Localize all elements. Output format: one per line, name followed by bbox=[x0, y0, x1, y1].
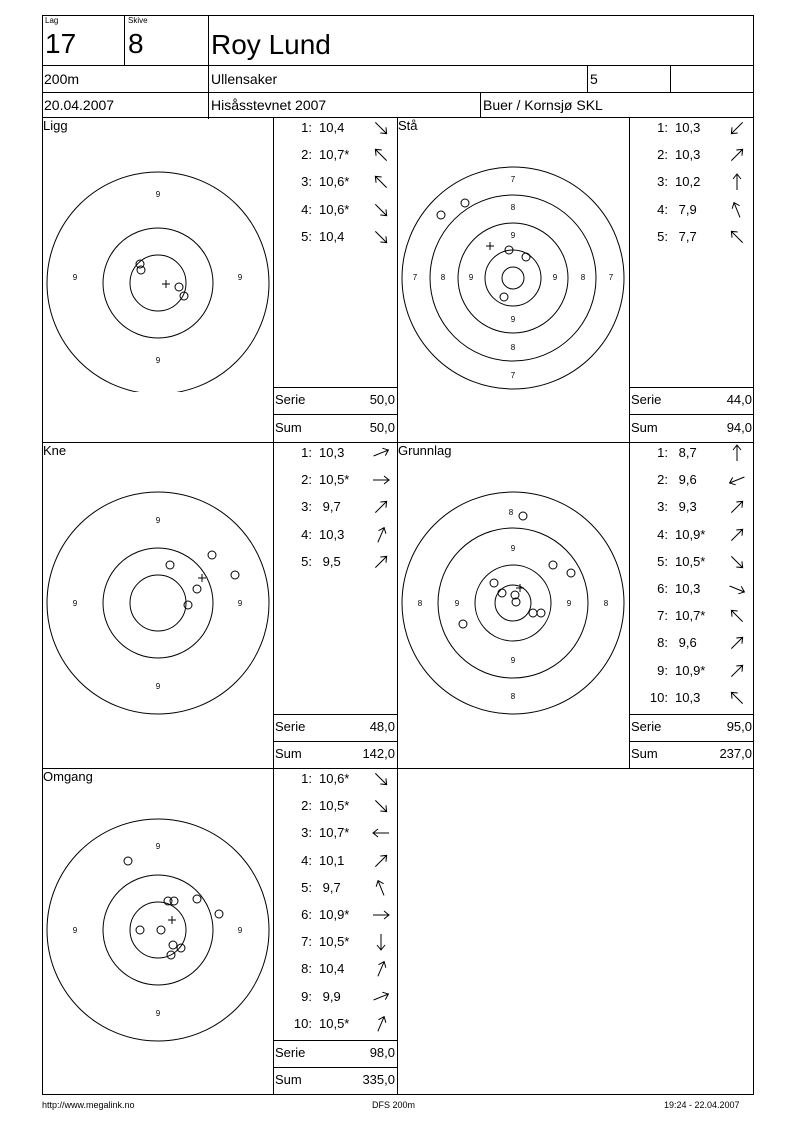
skive-value: 8 bbox=[128, 28, 144, 59]
ring-label: 8 bbox=[510, 343, 516, 352]
shot-number: 2: bbox=[657, 147, 668, 163]
shot-number: 3: bbox=[301, 499, 312, 515]
shot-list-omgang bbox=[273, 768, 397, 1038]
direction-arrow-icon bbox=[371, 959, 391, 979]
ring-label: 9 bbox=[237, 926, 243, 935]
ring-label: 9 bbox=[155, 1009, 161, 1018]
shot-number: 7: bbox=[657, 608, 668, 624]
direction-arrow-icon bbox=[371, 200, 391, 220]
footer-url[interactable]: http://www.megalink.no bbox=[42, 1100, 135, 1110]
direction-arrow-icon bbox=[727, 443, 747, 463]
ring-label: 9 bbox=[155, 516, 161, 525]
sum-line bbox=[629, 741, 754, 742]
direction-arrow-icon bbox=[371, 118, 391, 138]
shot-value: 10,3 bbox=[675, 581, 701, 596]
direction-arrow-icon bbox=[727, 661, 747, 681]
direction-arrow-icon bbox=[371, 525, 391, 545]
serie-label: Serie bbox=[275, 1045, 306, 1060]
shot-number: 3: bbox=[301, 825, 312, 841]
target-grunnlag bbox=[397, 485, 629, 717]
target-ligg bbox=[42, 160, 274, 392]
direction-arrow-icon bbox=[371, 1014, 391, 1034]
direction-arrow-icon bbox=[727, 470, 747, 490]
sum-line bbox=[629, 414, 754, 415]
serie-value: 95,0 bbox=[726, 719, 752, 734]
shot-list-ligg bbox=[273, 117, 397, 387]
target-omgang bbox=[42, 810, 274, 1042]
direction-arrow-icon bbox=[371, 172, 391, 192]
shot-value: 10,3 bbox=[319, 526, 345, 542]
direction-arrow-icon bbox=[727, 579, 747, 599]
ring-label: 9 bbox=[155, 682, 161, 691]
ring-label: 7 bbox=[412, 273, 418, 282]
shot-value: 10,4 bbox=[319, 228, 345, 244]
ring-label: 9 bbox=[510, 544, 516, 553]
direction-arrow-icon bbox=[371, 145, 391, 165]
footer-program: DFS 200m bbox=[372, 1100, 416, 1110]
ring-label: 8 bbox=[603, 599, 609, 608]
shot-number: 7: bbox=[301, 934, 312, 950]
shot-value: 10,5* bbox=[675, 553, 706, 569]
event-name: Hisåsstevnet 2007 bbox=[211, 97, 327, 113]
shot-list-sta bbox=[629, 117, 754, 387]
sum-label: Sum bbox=[631, 420, 658, 435]
shot-number: 9: bbox=[301, 988, 312, 1004]
shot-number: 5: bbox=[301, 553, 312, 569]
header-divider bbox=[480, 92, 481, 117]
header-divider bbox=[208, 15, 209, 119]
klasse: 5 bbox=[590, 71, 598, 87]
sum-value: 142,0 bbox=[362, 746, 395, 761]
lag-value: 17 bbox=[45, 28, 77, 59]
serie-line bbox=[273, 387, 397, 388]
sum-value: 94,0 bbox=[726, 420, 752, 435]
club: Ullensaker bbox=[211, 71, 278, 87]
shot-number: 3: bbox=[657, 174, 668, 190]
shot-value: 10,6* bbox=[319, 174, 350, 190]
shot-value: 10,6* bbox=[319, 771, 350, 786]
series-title-kne: Kne bbox=[43, 443, 67, 458]
sum-value: 335,0 bbox=[362, 1072, 395, 1087]
direction-arrow-icon bbox=[727, 525, 747, 545]
shot-value: 10,5* bbox=[319, 472, 350, 488]
direction-arrow-icon bbox=[371, 823, 391, 843]
direction-arrow-icon bbox=[371, 443, 391, 463]
serie-line bbox=[273, 714, 397, 715]
sum-label: Sum bbox=[275, 420, 302, 435]
shot-number: 5: bbox=[657, 553, 668, 569]
distance: 200m bbox=[44, 71, 80, 87]
ring-label: 9 bbox=[510, 231, 516, 240]
shot-number: 6: bbox=[657, 581, 668, 596]
shot-value: 10,5* bbox=[319, 1015, 350, 1031]
sum-label: Sum bbox=[275, 746, 302, 761]
sum-line bbox=[273, 414, 397, 415]
shot-value: 10,3 bbox=[675, 120, 701, 135]
ring-label: 9 bbox=[468, 273, 474, 282]
ring-label: 8 bbox=[417, 599, 423, 608]
shot-number: 10: bbox=[649, 689, 668, 705]
direction-arrow-icon bbox=[727, 200, 747, 220]
shot-number: 2: bbox=[657, 472, 668, 488]
shot-number: 5: bbox=[301, 228, 312, 244]
shot-number: 4: bbox=[657, 526, 668, 542]
shot-number: 2: bbox=[301, 472, 312, 488]
direction-arrow-icon bbox=[371, 227, 391, 247]
ring-label: 9 bbox=[552, 273, 558, 282]
ring-label: 9 bbox=[237, 273, 243, 282]
header-divider bbox=[42, 92, 754, 93]
shot-value: 10,4 bbox=[319, 961, 345, 977]
direction-arrow-icon bbox=[371, 497, 391, 517]
serie-label: Serie bbox=[275, 719, 306, 734]
ring-label: 9 bbox=[237, 599, 243, 608]
shot-number: 10: bbox=[293, 1015, 312, 1031]
ring-label: 9 bbox=[72, 926, 78, 935]
serie-value: 98,0 bbox=[369, 1045, 395, 1060]
series-title-sta: Stå bbox=[398, 118, 418, 133]
shot-value: 8,7 bbox=[675, 445, 697, 460]
serie-value: 48,0 bbox=[369, 719, 395, 734]
shot-number: 2: bbox=[301, 147, 312, 163]
shot-number: 1: bbox=[301, 771, 312, 786]
direction-arrow-icon bbox=[371, 905, 391, 925]
serie-line bbox=[273, 1040, 397, 1041]
serie-line bbox=[629, 387, 754, 388]
footer-timestamp: 19:24 - 22.04.2007 bbox=[664, 1100, 740, 1110]
ring-label: 8 bbox=[440, 273, 446, 282]
shot-value: 9,5 bbox=[319, 553, 341, 569]
shot-number: 9: bbox=[657, 662, 668, 678]
shot-value: 10,6* bbox=[319, 201, 350, 217]
skive-label: Skive bbox=[128, 16, 148, 25]
direction-arrow-icon bbox=[727, 606, 747, 626]
ring-label: 8 bbox=[510, 203, 516, 212]
block-divider bbox=[42, 768, 754, 769]
date: 20.04.2007 bbox=[44, 97, 115, 113]
shot-number: 1: bbox=[657, 120, 668, 135]
shot-value: 9,6 bbox=[675, 635, 697, 651]
shot-number: 8: bbox=[657, 635, 668, 651]
shot-number: 6: bbox=[301, 907, 312, 922]
target-sta bbox=[397, 160, 629, 392]
ring-label: 8 bbox=[510, 692, 516, 701]
ring-label: 9 bbox=[72, 273, 78, 282]
serie-label: Serie bbox=[275, 392, 306, 407]
series-title-ligg: Ligg bbox=[43, 118, 68, 133]
shooter-name: Roy Lund bbox=[211, 29, 331, 60]
ring-label: 9 bbox=[155, 842, 161, 851]
shot-value: 9,6 bbox=[675, 472, 697, 488]
ring-label: 8 bbox=[508, 508, 514, 517]
shot-value: 10,3 bbox=[319, 445, 345, 460]
direction-arrow-icon bbox=[371, 552, 391, 572]
shot-value: 10,7* bbox=[675, 608, 706, 624]
location: Buer / Kornsjø SKL bbox=[483, 97, 603, 113]
shot-number: 1: bbox=[301, 120, 312, 135]
sum-value: 237,0 bbox=[719, 746, 752, 761]
shot-value: 10,5* bbox=[319, 934, 350, 950]
shot-number: 5: bbox=[657, 228, 668, 244]
series-title-omgang: Omgang bbox=[43, 769, 93, 784]
direction-arrow-icon bbox=[727, 552, 747, 572]
shot-number: 5: bbox=[301, 879, 312, 895]
shot-value: 10,7* bbox=[319, 147, 350, 163]
ring-label: 9 bbox=[510, 315, 516, 324]
shot-number: 8: bbox=[301, 961, 312, 977]
shot-list-kne bbox=[273, 442, 397, 712]
shot-value: 7,9 bbox=[675, 201, 697, 217]
block-divider bbox=[397, 768, 398, 1095]
direction-arrow-icon bbox=[371, 878, 391, 898]
shot-value: 9,3 bbox=[675, 499, 697, 515]
header-divider bbox=[587, 65, 588, 92]
shot-number: 1: bbox=[657, 445, 668, 460]
shot-number: 1: bbox=[301, 445, 312, 460]
shot-value: 10,9* bbox=[675, 526, 706, 542]
direction-arrow-icon bbox=[727, 227, 747, 247]
header-divider bbox=[124, 15, 125, 66]
ring-label: 9 bbox=[566, 599, 572, 608]
ring-label: 9 bbox=[155, 356, 161, 365]
sum-label: Sum bbox=[275, 1072, 302, 1087]
shot-number: 4: bbox=[657, 201, 668, 217]
shot-value: 10,9* bbox=[319, 907, 350, 922]
shot-number: 3: bbox=[301, 174, 312, 190]
ring-label: 8 bbox=[580, 273, 586, 282]
shot-value: 10,7* bbox=[319, 825, 350, 841]
direction-arrow-icon bbox=[727, 688, 747, 708]
shot-value: 9,7 bbox=[319, 499, 341, 515]
ring-label: 7 bbox=[510, 371, 516, 380]
header-divider bbox=[42, 65, 754, 66]
header-divider bbox=[670, 65, 671, 92]
shot-number: 2: bbox=[301, 798, 312, 814]
direction-arrow-icon bbox=[727, 497, 747, 517]
shot-value: 10,2 bbox=[675, 174, 701, 190]
shot-value: 10,5* bbox=[319, 798, 350, 814]
sum-label: Sum bbox=[631, 746, 658, 761]
direction-arrow-icon bbox=[727, 633, 747, 653]
serie-label: Serie bbox=[631, 719, 662, 734]
ring-label: 9 bbox=[155, 190, 161, 199]
serie-line bbox=[629, 714, 754, 715]
shot-number: 4: bbox=[301, 852, 312, 868]
serie-value: 44,0 bbox=[726, 392, 752, 407]
lag-label: Lag bbox=[45, 16, 59, 25]
serie-value: 50,0 bbox=[369, 392, 395, 407]
ring-label: 7 bbox=[608, 273, 614, 282]
shot-number: 3: bbox=[657, 499, 668, 515]
shot-value: 10,3 bbox=[675, 147, 701, 163]
target-kne bbox=[42, 485, 274, 717]
ring-label: 9 bbox=[454, 599, 460, 608]
ring-label: 9 bbox=[72, 599, 78, 608]
ring-label: 9 bbox=[510, 656, 516, 665]
shot-value: 10,1 bbox=[319, 852, 345, 868]
direction-arrow-icon bbox=[727, 118, 747, 138]
direction-arrow-icon bbox=[371, 932, 391, 952]
direction-arrow-icon bbox=[371, 769, 391, 789]
series-title-grunnlag: Grunnlag bbox=[398, 443, 452, 458]
sum-line bbox=[273, 1067, 397, 1068]
direction-arrow-icon bbox=[371, 851, 391, 871]
shot-value: 9,9 bbox=[319, 988, 341, 1004]
shot-value: 9,7 bbox=[319, 879, 341, 895]
direction-arrow-icon bbox=[371, 470, 391, 490]
shot-number: 4: bbox=[301, 201, 312, 217]
shot-value: 10,4 bbox=[319, 120, 345, 135]
direction-arrow-icon bbox=[371, 987, 391, 1007]
shot-value: 10,3 bbox=[675, 689, 701, 705]
serie-label: Serie bbox=[631, 392, 662, 407]
shot-value: 7,7 bbox=[675, 228, 697, 244]
shot-number: 4: bbox=[301, 526, 312, 542]
shot-value: 10,9* bbox=[675, 662, 706, 678]
sum-line bbox=[273, 741, 397, 742]
direction-arrow-icon bbox=[727, 172, 747, 192]
sum-value: 50,0 bbox=[369, 420, 395, 435]
direction-arrow-icon bbox=[727, 145, 747, 165]
direction-arrow-icon bbox=[371, 796, 391, 816]
ring-label: 7 bbox=[510, 175, 516, 184]
shot-list-grunnlag bbox=[629, 442, 754, 712]
